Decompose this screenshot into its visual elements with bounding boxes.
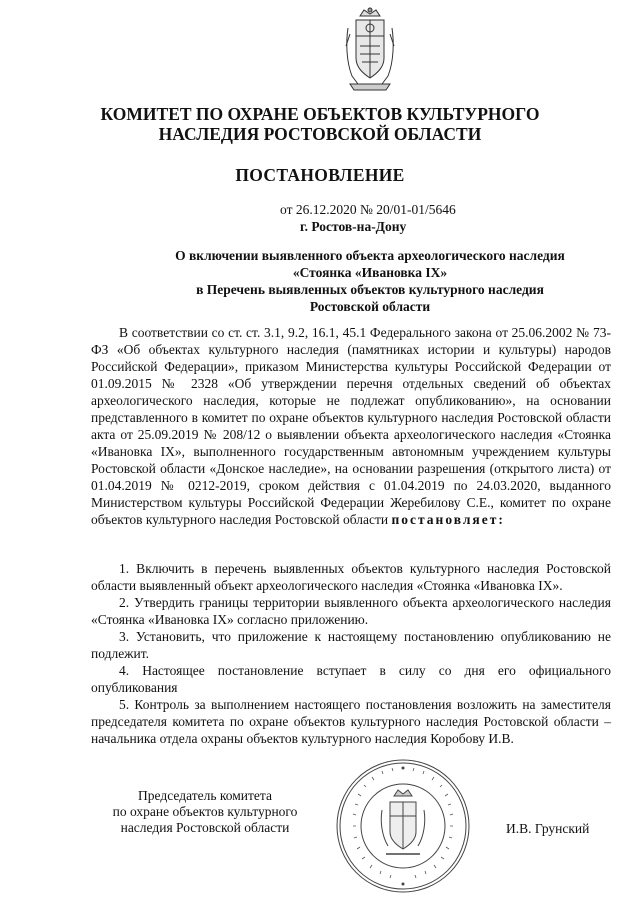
signer-name: И.В. Грунский [506, 821, 590, 836]
preamble-text: В соответствии со ст. ст. 3.1, 9.2, 16.1, 45.1 Федерального закона от 25.06.2002 № 73-ФЗ «Об объектах культурного наследия (памятниках истории и культуры) народов Российской Федерации», приказом Министерства культуры Российской Федерации от 01.09.2015 № 2328 «Об утверждении перечня отдельных сведений об объектах археологического наследия, которые не подлежат опубликованию», на основании представленного в комитет по охране объектов культурного наследия Ростовской области акта от 25.09.2019 № 208/12 о выявлении объекта археологического наследия «Стоянка «Ивановка IX», выполненного государственным автономным учреждением культуры Ростовской области «Донское наследие», на основании разрешения (открытого листа) от 01.04.2019 № 0212-2019, сроком действия с 01.04.2019 по 24.03.2020, выданного Министерством культуры Российской Федерации Жеребилову С.Е., комитет по охране объектов культурного наследия Ростовской области [91, 325, 611, 527]
subject-line1: О включении выявленного объекта археологического наследия [175, 248, 565, 263]
coat-of-arms-icon [340, 6, 400, 94]
city-line: г. Ростов-на-Дону [300, 219, 407, 234]
committee-name-line1: КОМИТЕТ ПО ОХРАНЕ ОБЪЕКТОВ КУЛЬТУРНОГО [100, 104, 540, 124]
subject-line2: «Стоянка «Ивановка IX» [292, 265, 448, 280]
list-item: 1. Включить в перечень выявленных объектов культурного наследия Ростовской области выявленный объект археологического наследия «Стоянка «Ивановка IX». [91, 561, 611, 593]
signer-position [85, 788, 325, 836]
signer-position-line2: по охране объектов культурного [112, 804, 298, 819]
list-item: 5. Контроль за выполнением настоящего постановления возложить на заместителя председателя комитета по охране объектов культурного наследия Ростовской области – начальника отдела охраны объектов культурного наследия Коробову И.В. [91, 697, 611, 746]
subject-line4: Ростовской области [309, 299, 431, 314]
resolution-items [91, 560, 611, 747]
signer-position-line3: наследия Ростовской области [120, 820, 290, 835]
list-item: 3. Установить, что приложение к настоящему постановлению опубликованию не подлежит. [91, 629, 611, 661]
document-type: ПОСТАНОВЛЕНИЕ [235, 165, 405, 185]
resolves-word: постановляет: [391, 512, 505, 527]
preamble-paragraph [91, 324, 611, 528]
subject-line3: в Перечень выявленных объектов культурного наследия [196, 282, 544, 297]
list-item: 2. Утвердить границы территории выявленного объекта археологического наследия «Стоянка «Ивановка IX» согласно приложению. [91, 595, 611, 627]
official-seal [328, 754, 478, 899]
date-number-line: от 26.12.2020 № 20/01-01/5646 [280, 202, 456, 217]
signer-position-line1: Председатель комитета [138, 788, 272, 803]
committee-name-line2: НАСЛЕДИЯ РОСТОВСКОЙ ОБЛАСТИ [158, 124, 482, 144]
document-subject [60, 247, 640, 315]
list-item: 4. Настоящее постановление вступает в силу со дня его официального опубликования [91, 663, 611, 695]
